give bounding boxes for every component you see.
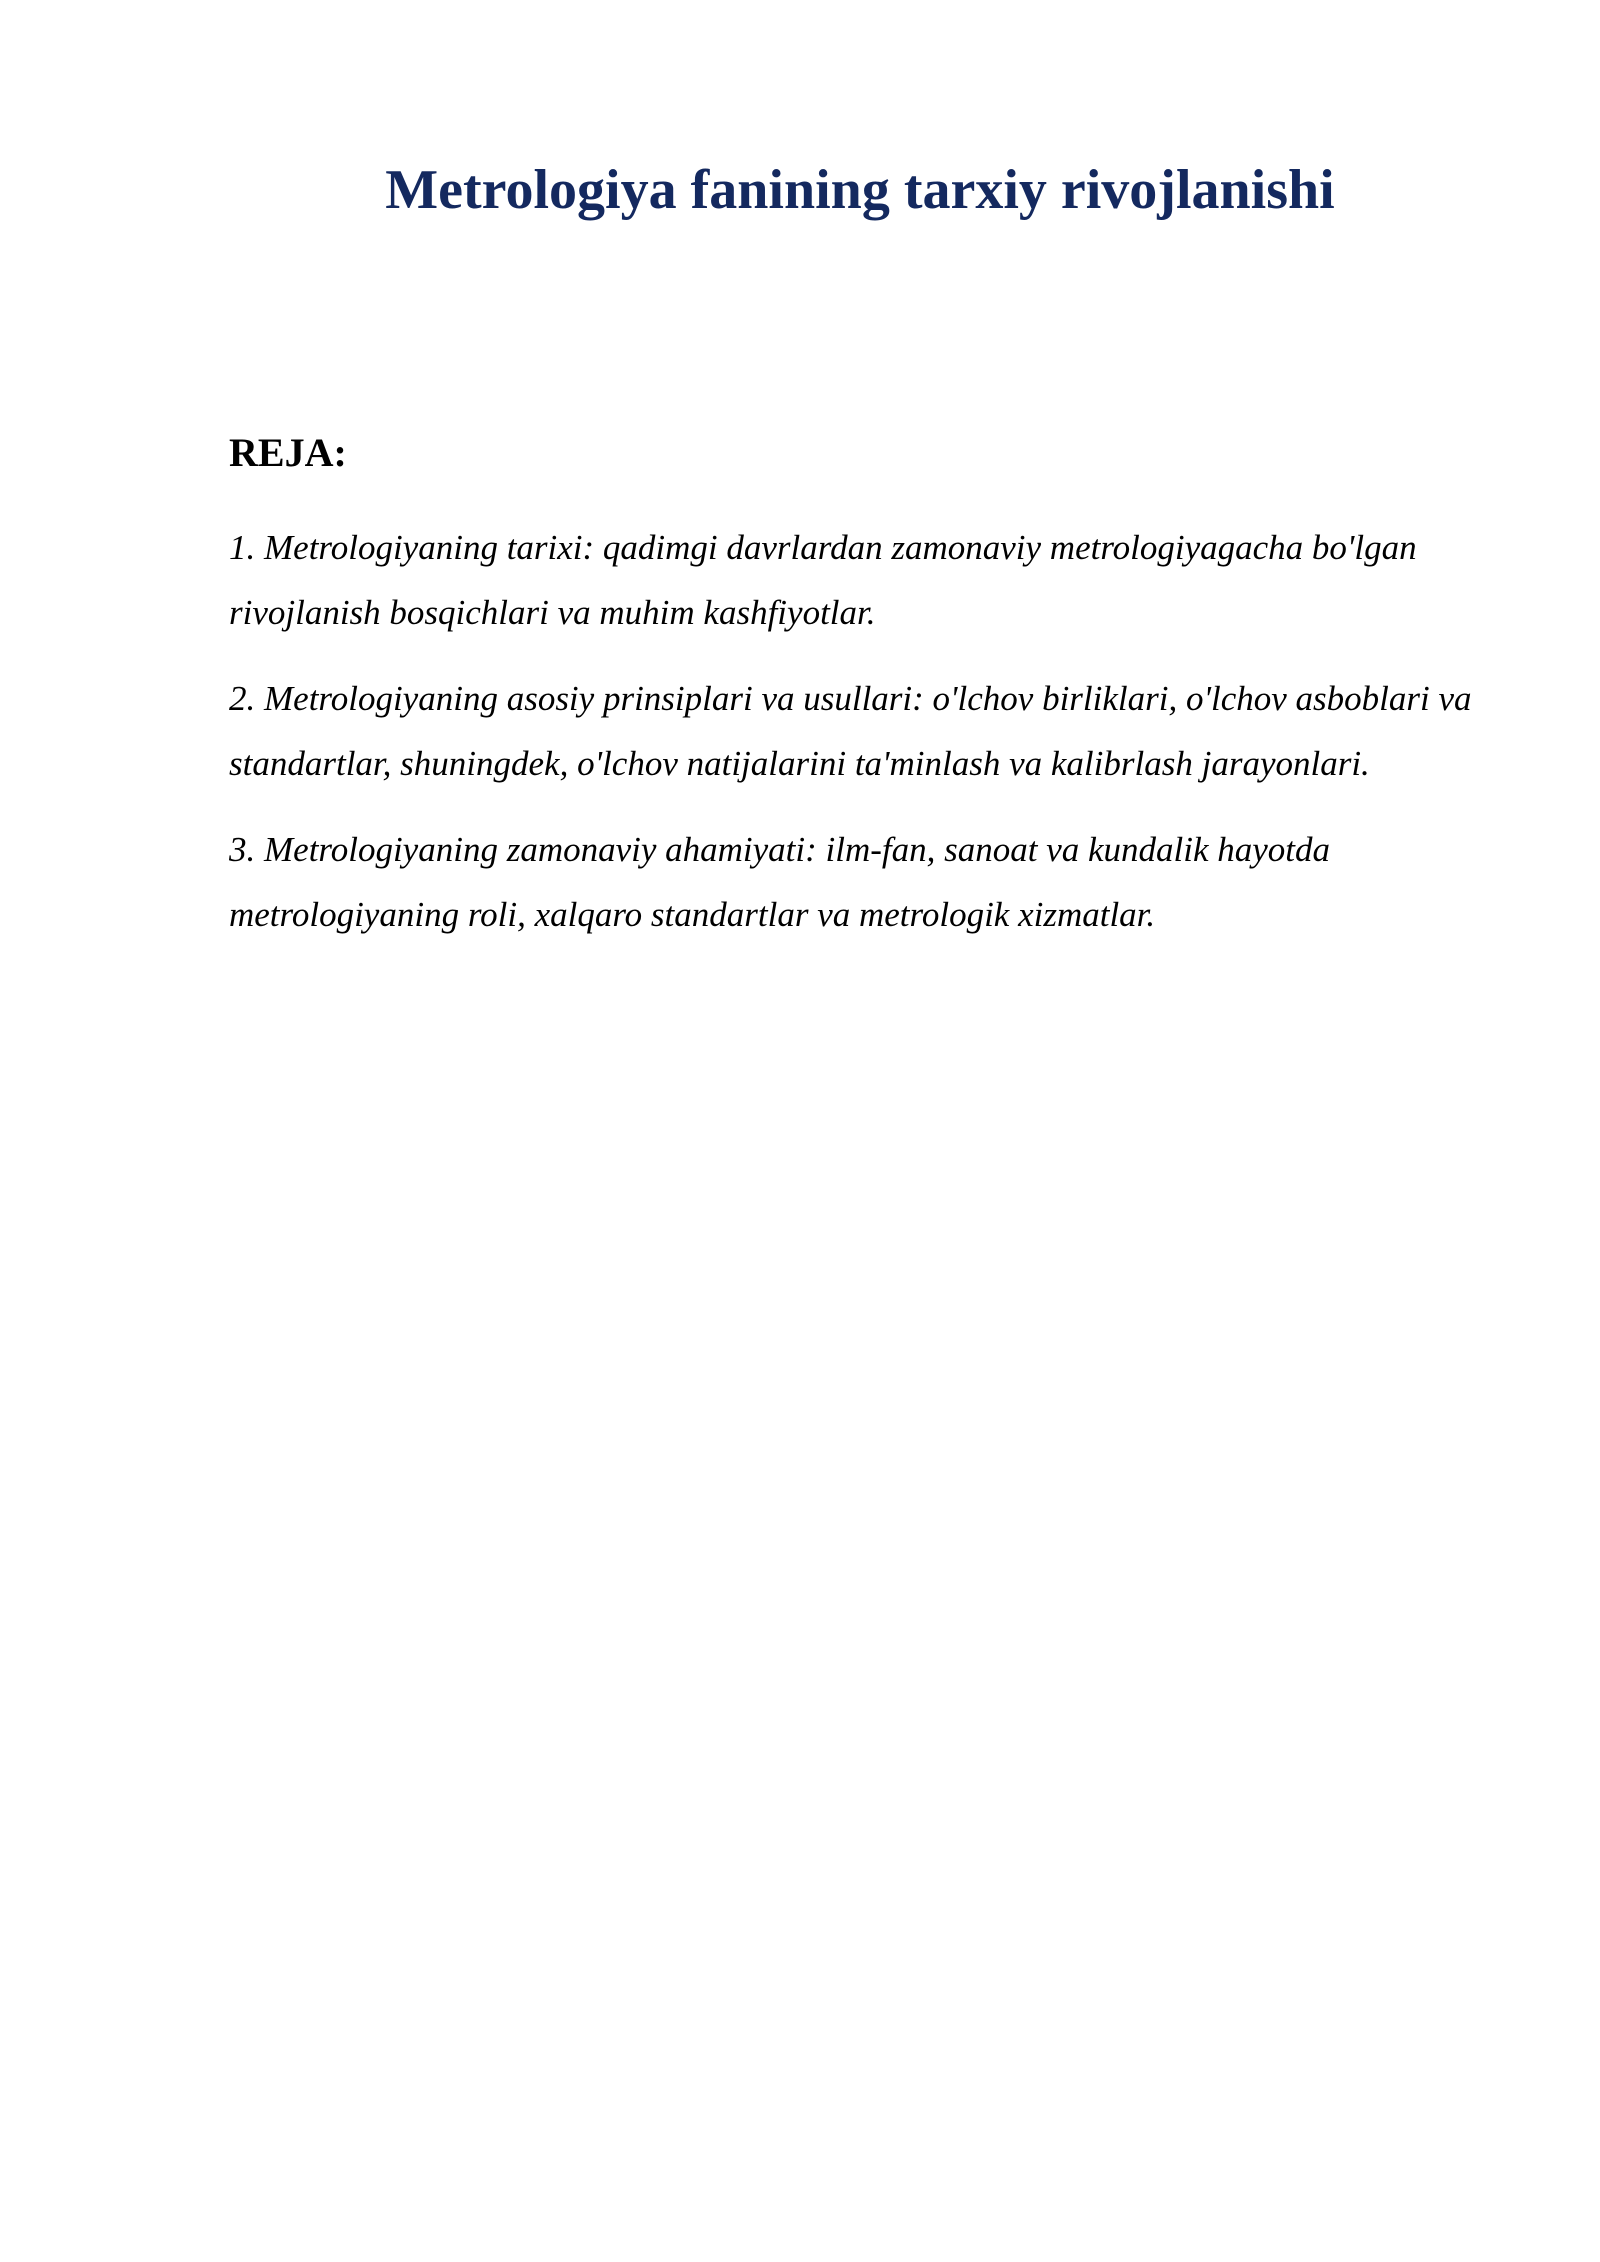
plan-item-3: 3. Metrologiyaning zamonaviy ahamiyati: ilm-fan, sanoat va kundalik hayotda metrologiyaning roli, xalqaro standartlar va metrologik xizmatlar. <box>229 830 1331 934</box>
plan-item-2: 2. Metrologiyaning asosiy prinsiplari va usullari: o'lchov birliklari, o'lchov asboblari va standartlar, shuningdek, o'lchov natijalarini ta'minlash va kalibrlash jarayonlari. <box>229 679 1472 783</box>
document-title: Metrologiya fanining tarxiy rivojlanishi <box>385 159 1335 221</box>
plan-list <box>229 515 1489 968</box>
plan-item-1: 1. Metrologiyaning tarixi: qadimgi davrlardan zamonaviy metrologiyagacha bo'lgan rivojlanish bosqichlari va muhim kashfiyotlar. <box>229 528 1417 632</box>
plan-heading: REJA: <box>229 430 347 475</box>
